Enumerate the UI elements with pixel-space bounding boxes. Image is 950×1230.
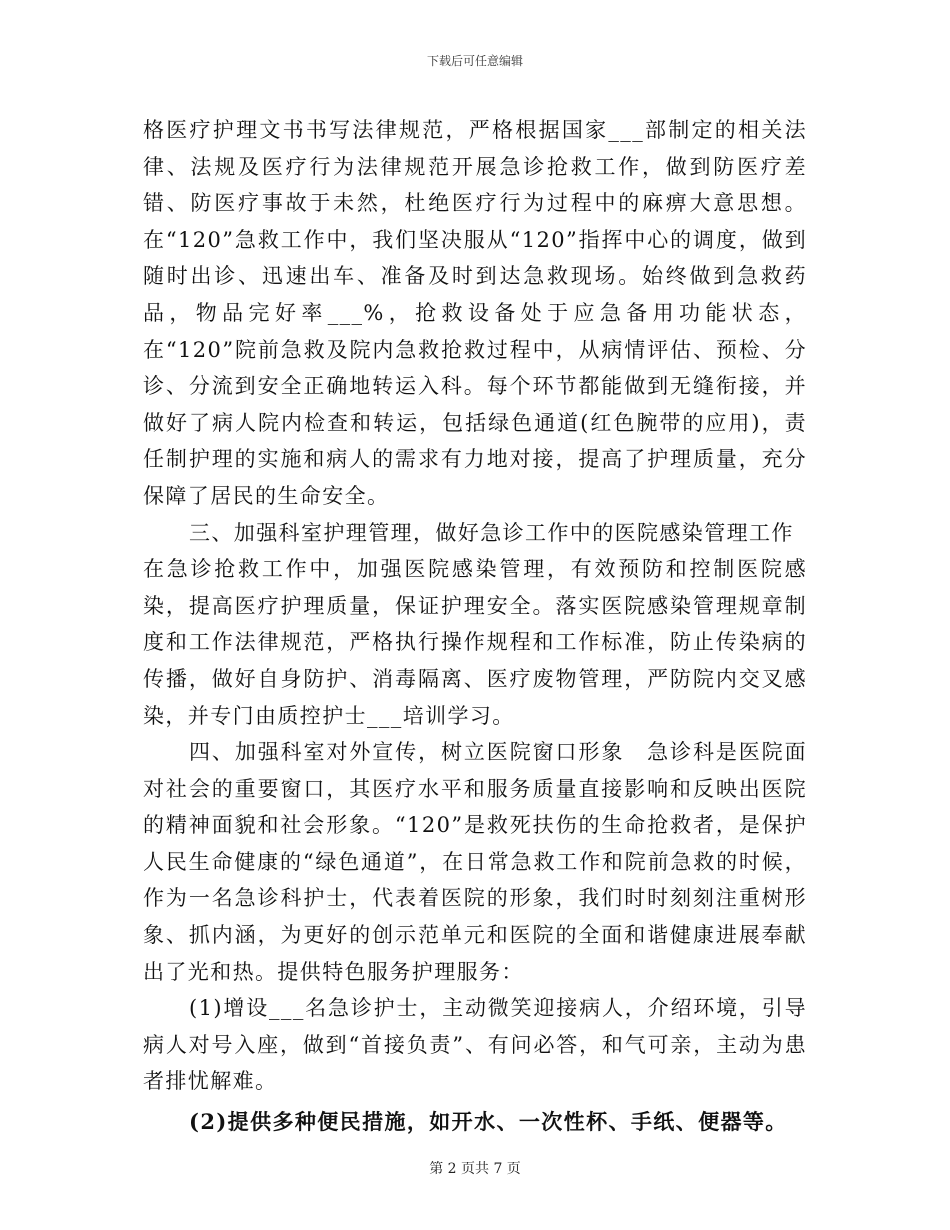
page-header: 下载后可任意编辑 bbox=[426, 54, 523, 68]
list-item-service-2: (2)提供多种便民措施，如开水、一次性杯、手纸、便器等。 bbox=[189, 1109, 788, 1135]
paragraph-legal-compliance: 格医疗护理文书书写法律规范，严格根据国家___部制定的相关法律、法规及医疗行为法律规范开展急诊抢救工作，做到防医疗差错、防医疗事故于未然，杜绝医疗行为过程中的麻痹大意思想。 在“120”急救工作中，我们坚决服从“120”指挥中心的调度，做到随时出诊、迅速出车、准备及时到达急救现场。始终做到急救药品，物品完好率___%，抢救设备处于应急备用功能状态，在“120”院前急救及院内急救抢救过程中，从病情评估、预检、分诊、分流到安全正确地转运入科。每个环节都能做到无缝衔接，并做好了病人院内检查和转运，包括绿色通道(红色腕带的应用)，责任制护理的实施和病人的需求有力地对接，提高了护理质量，充分保障了居民的生命安全。 bbox=[143, 118, 807, 508]
list-item-service-1: (1)增设___名急诊护士，主动微笑迎接病人，介绍环境，引导病人对号入座，做到“首接负责”、有问必答，和气可亲，主动为患者排忧解难。 bbox=[143, 996, 807, 1094]
paragraph-publicity-image: 四、加强科室对外宣传，树立医院窗口形象 急诊科是医院面对社会的重要窗口，其医疗水平和服务质量直接影响和反映出医院的精神面貌和社会形象。“120”是救死扶伤的生命抢救者，是保护人民生命健康的“绿色通道”，在日常急救工作和院前急救的时候，作为一名急诊科护士，代表着医院的形象，我们时时刻刻注重树形象、抓内涵，为更好的创示范单元和医院的全面和谐健康进展奉献出了光和热。提供特色服务护理服务： bbox=[143, 740, 807, 984]
page-footer-page-number: 第 2 页共 7 页 bbox=[429, 1161, 521, 1177]
document-body bbox=[143, 112, 807, 1141]
section-heading-infection-management: 三、加强科室护理管理，做好急诊工作中的医院感染管理工作 bbox=[189, 520, 794, 545]
paragraph-infection-control: 在急诊抢救工作中，加强医院感染管理，有效预防和控制医院感染，提高医疗护理质量，保证护理安全。落实医院感染管理规章制度和工作法律规范，严格执行操作规程和工作标准，防止传染病的传播，做好自身防护、消毒隔离、医疗废物管理，严防院内交叉感染，并专门由质控护士___培训学习。 bbox=[143, 557, 807, 728]
